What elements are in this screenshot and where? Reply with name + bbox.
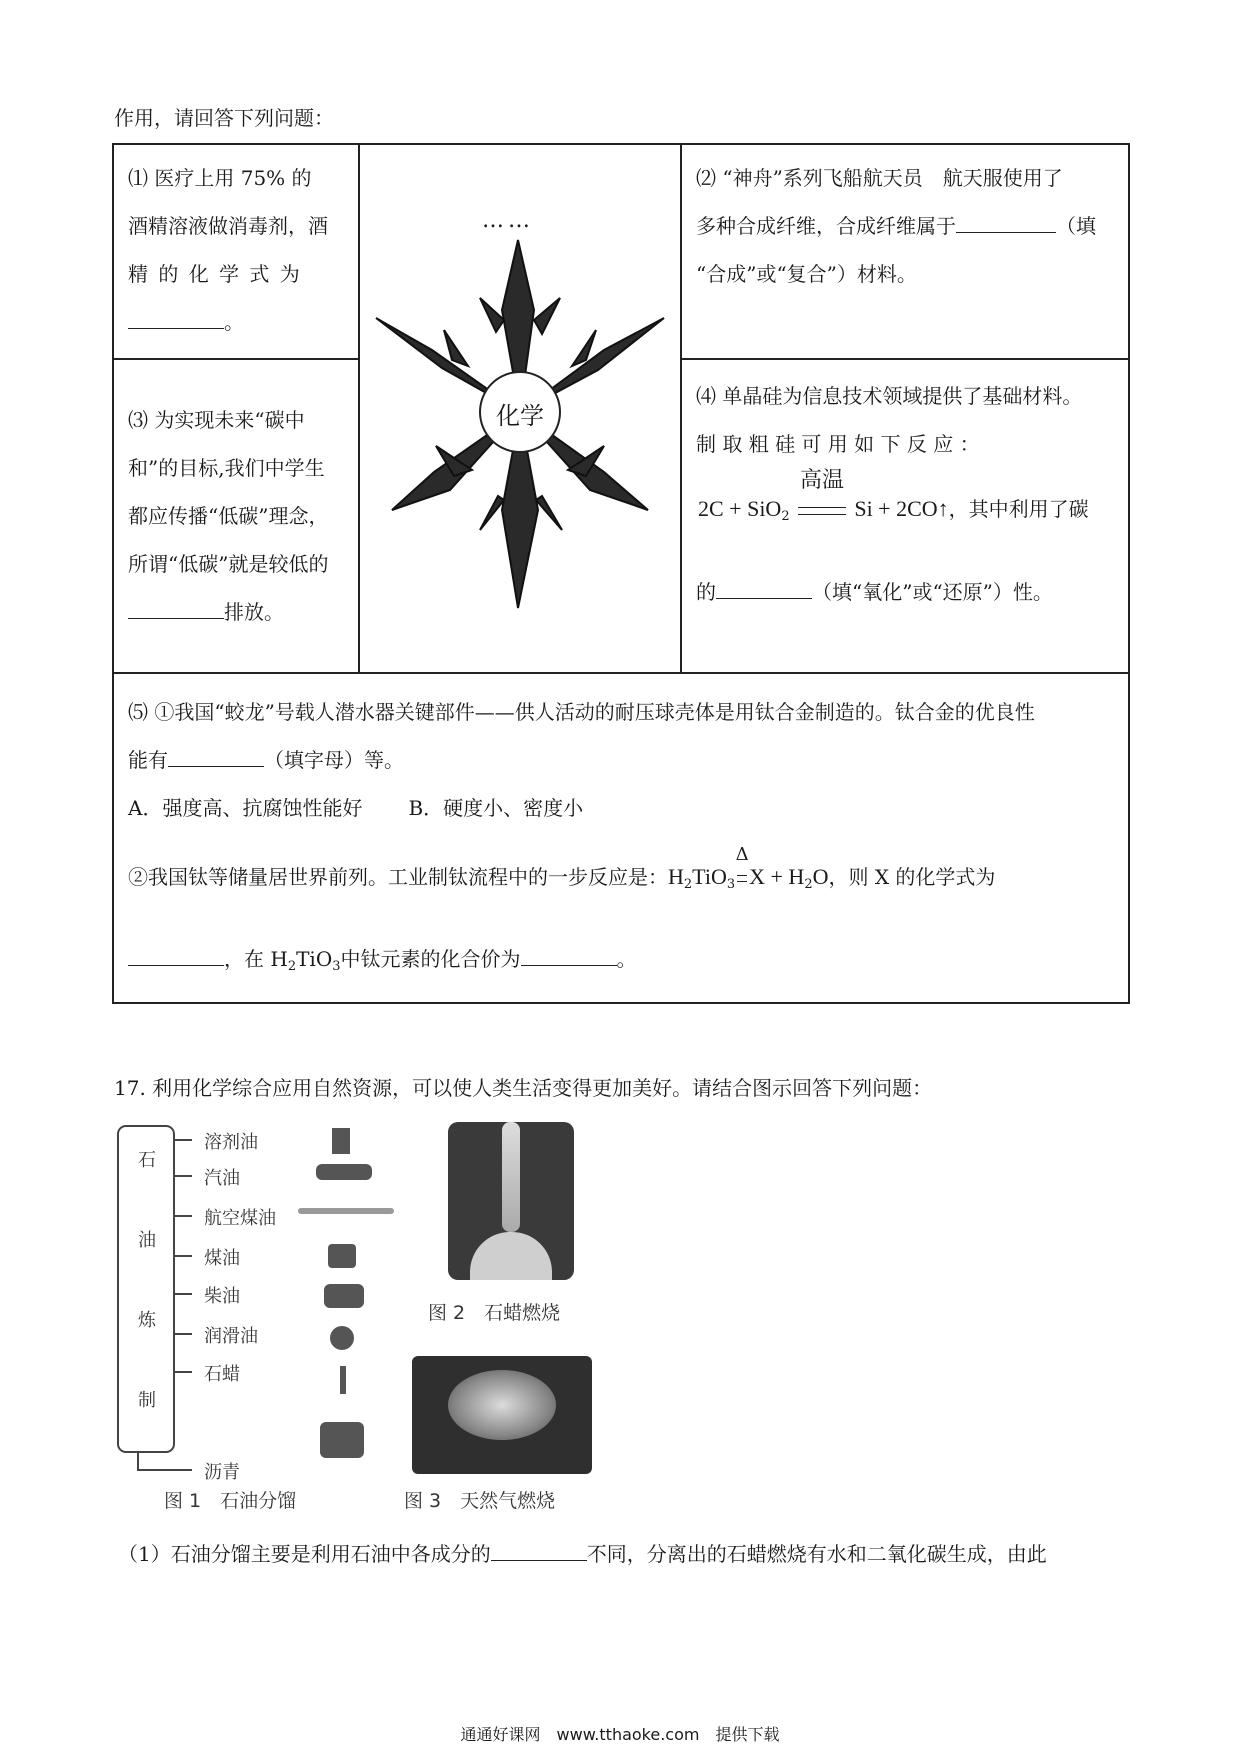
q4-line-4 (696, 568, 1126, 616)
q5-line-5b-sub: 3 (332, 959, 341, 974)
q5-answer-blank-1[interactable] (168, 748, 264, 767)
q4-eq-tail: ，其中利用了碳 (948, 497, 1089, 521)
intro-text: 作用，请回答下列问题： (114, 106, 334, 130)
q5-line-5a: ，在 H (224, 947, 288, 971)
q5-eq-condition: Δ (735, 844, 749, 865)
fig1-product-4: 煤油 (204, 1248, 240, 1269)
q5-eq-tio: TiO (692, 864, 727, 889)
q4-text (696, 372, 1126, 468)
q5-answer-blank-3[interactable] (521, 947, 617, 966)
q2-text (696, 154, 1126, 298)
q4-line-4a: 的 (696, 580, 716, 604)
q2-line-2b: （填 (1056, 214, 1096, 238)
q1-end: 。 (224, 310, 244, 334)
snowflake-label: 化学 (496, 402, 544, 430)
q1-text (128, 154, 348, 346)
fig2-caption: 图 2 石蜡燃烧 (428, 1302, 561, 1324)
q3-text (128, 396, 352, 636)
q2-answer-blank[interactable] (956, 214, 1056, 233)
q4-answer-blank[interactable] (716, 580, 812, 599)
fig1-product-6: 润滑油 (204, 1326, 258, 1347)
q5-eq-tio-sub: 3 (726, 877, 736, 892)
snowflake-dots: …… (482, 208, 534, 233)
fig1-product-1: 溶剂油 (204, 1132, 258, 1153)
q4-line-1: ⑷ 单晶硅为信息技术领域提供了基础材料。 (696, 384, 1083, 408)
q4-eq-arrow (796, 468, 848, 524)
fig1-caption: 图 1 石油分馏 (164, 1490, 297, 1512)
candle-flame (502, 1122, 520, 1232)
q3-end: 排放。 (224, 600, 284, 624)
figure-1-petroleum (112, 1116, 412, 1516)
q4-equation-line (698, 468, 1128, 532)
q5-line-5b: TiO (296, 947, 333, 971)
q4-eq-sign (798, 507, 846, 515)
q4-eq-condition: 高温 (799, 468, 844, 493)
q5-option-a: A．强度高、抗腐蚀性能好 (128, 796, 363, 820)
figure-2-candle-photo (448, 1122, 574, 1280)
q5-eq-h: H (668, 864, 684, 889)
fig1-vertical-2: 油 (138, 1230, 156, 1251)
fig1-product-5: 柴油 (204, 1286, 240, 1307)
q5-line-5 (128, 944, 1128, 982)
q17-sub1b: 不同，分离出的石蜡燃烧有水和二氧化碳生成，由此 (586, 1542, 1047, 1566)
fig1-product-3: 航空煤油 (204, 1208, 276, 1229)
q5-line-4a: ②我国钛等储量居世界前列。工业制钛流程中的一步反应是： (128, 865, 668, 889)
q3-line-1: ⑶ 为实现未来“碳中 (128, 408, 305, 432)
fig1-product-7: 石蜡 (204, 1364, 240, 1385)
q5-line-5c: 中钛元素的化合价为 (340, 947, 521, 971)
q4-eq-right: Si + 2CO↑ (854, 496, 949, 521)
q4-eq-left: 2C + SiO (698, 496, 782, 521)
q4-line-2: 制 取 粗 硅 可 用 如 下 反 应 ： (696, 432, 980, 456)
q2-line-2a: 多种合成纤维，合成纤维属于 (696, 214, 956, 238)
q1-answer-blank[interactable] (128, 310, 224, 329)
q5-line-4b: ，则 X 的化学式为 (828, 865, 996, 889)
q5-line-2a: 能有 (128, 748, 168, 772)
q1-line-3: 精 的 化 学 式 为 (128, 262, 302, 286)
fig1-vertical-4: 制 (138, 1390, 156, 1411)
q3-line-4: 所谓“低碳”就是较低的 (128, 552, 329, 576)
q3-line-2: 和”的目标,我们中学生 (128, 456, 325, 480)
q5-eq-right-sub: 2 (804, 877, 813, 892)
q17-sub1 (118, 1540, 1047, 1568)
q5-eq-right: X + H (749, 864, 805, 889)
q17-sub1a: （1）石油分馏主要是利用石油中各成分的 (118, 1542, 491, 1566)
fig1-frame (112, 1116, 412, 1516)
q5-eq-right-end: O (812, 864, 829, 889)
q5-text (128, 688, 1128, 832)
fig1-product-2: 汽油 (204, 1168, 240, 1189)
q5-line-5a-sub: 2 (287, 959, 297, 974)
page-footer: 通通好课网 www.tthaoke.com 提供下载 (460, 1725, 780, 1744)
q2-line-3: “合成”或“复合”）材料。 (696, 262, 917, 286)
q2-line-1: ⑵ “神舟”系列飞船航天员 航天服使用了 (696, 166, 1063, 190)
q5-eq-h-sub: 2 (683, 877, 693, 892)
q5-line-1: ⑸ ①我国“蛟龙”号载人潜水器关键部件——供人活动的耐压球壳体是用钛合金制造的。钛合金的优良性 (128, 700, 1035, 724)
q3-line-3: 都应传播“低碳”理念， (128, 504, 329, 528)
figure-3-gas-photo (412, 1356, 592, 1474)
fig3-caption: 图 3 天然气燃烧 (404, 1490, 556, 1512)
snowflake-illustration (372, 200, 668, 620)
q1-line-1: ⑴ 医疗上用 75% 的 (128, 166, 312, 190)
q1-line-2: 酒精溶液做消毒剂，酒 (128, 214, 328, 238)
fig1-product-8: 沥青 (204, 1462, 240, 1483)
q5-eq-arrow (735, 844, 749, 892)
q3-answer-blank[interactable] (128, 600, 224, 619)
fig1-vertical-3: 炼 (138, 1310, 156, 1331)
q4-line-4b: （填“氧化”或“还原”）性。 (812, 580, 1053, 604)
q5-eq-sign (737, 875, 747, 882)
q17-stem: 17. 利用化学综合应用自然资源，可以使人类生活变得更加美好。请结合图示回答下列问题： (114, 1076, 933, 1100)
q5-line-4 (128, 844, 1128, 900)
candle-body (470, 1232, 552, 1280)
fig1-vertical-1: 石 (138, 1150, 156, 1171)
q5-line-5d: 。 (616, 947, 637, 971)
q17-answer-blank[interactable] (491, 1542, 587, 1561)
q5-line-2b: （填字母）等。 (264, 748, 404, 772)
q5-answer-blank-2[interactable] (128, 947, 224, 966)
gas-flame-ring (448, 1370, 556, 1440)
q5-option-b: B．硬度小、密度小 (408, 796, 584, 820)
q4-eq-left-sub: 2 (781, 509, 790, 524)
